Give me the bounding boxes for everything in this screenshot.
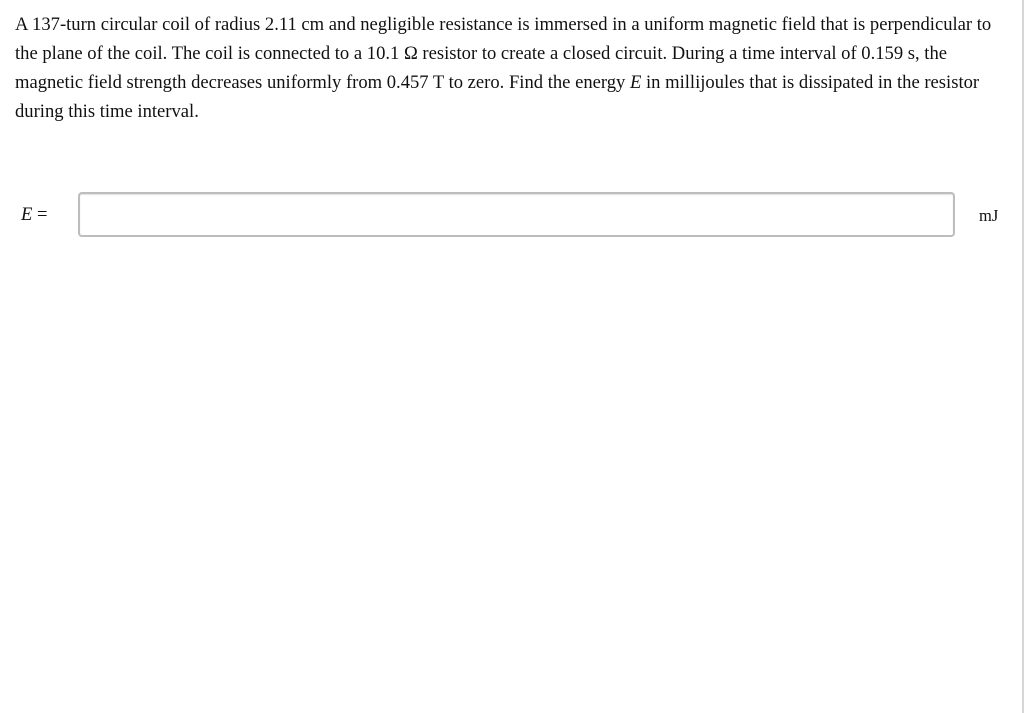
answer-label [21,205,48,225]
question-text-part2: in millijoules that is dissipated in the resistor during this time interval. [15,72,980,122]
question-text-part1: A 137-turn circular coil of radius 2.11 cm and negligible resistance is immersed in a uniform magnetic field that is perpendicular to the plane of the coil. The coil is connected to a 10.1 Ω resistor to create a closed circuit. During a time interval of 0.159 s, the magnetic field strength decreases uniformly from 0.457 T to zero. Find the energy [15,14,992,93]
answer-equals: = [32,204,48,225]
answer-row [0,192,1024,238]
answer-unit: mJ [979,206,999,225]
question-text [15,10,1010,126]
answer-input[interactable] [78,192,955,237]
question-variable: E [629,72,642,93]
answer-variable: E [21,204,33,225]
